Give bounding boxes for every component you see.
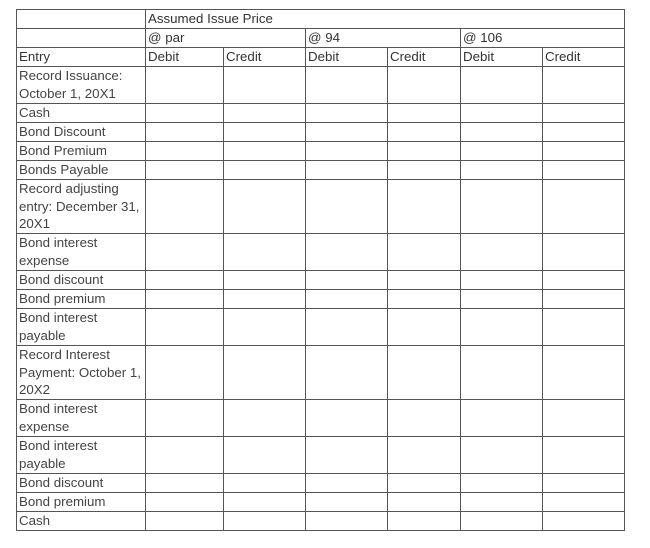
- 94-debit-input-cell[interactable]: [306, 67, 388, 104]
- 94-credit-input-cell[interactable]: [388, 271, 461, 290]
- 94-credit-input-cell[interactable]: [388, 67, 461, 104]
- 94-debit-input-cell[interactable]: [306, 512, 388, 531]
- 106-credit-input-cell[interactable]: [543, 493, 625, 512]
- scenario-par-header: @ par: [146, 29, 306, 48]
- journal-row: [17, 234, 625, 271]
- 94-debit-input-cell[interactable]: [306, 400, 388, 437]
- 94-credit-input-cell[interactable]: [388, 474, 461, 493]
- entry-label: Bond interest expense: [17, 400, 146, 437]
- group-header-row: [17, 10, 625, 29]
- entry-label: Cash: [17, 104, 146, 123]
- journal-row: [17, 161, 625, 180]
- par-debit-input-cell[interactable]: [146, 67, 224, 104]
- assumed-issue-price-header: Assumed Issue Price: [146, 10, 625, 29]
- 94-debit-input-cell[interactable]: [306, 493, 388, 512]
- scenario-94-header: @ 94: [306, 29, 461, 48]
- blank-header-cell: [17, 29, 146, 48]
- par-debit-input-cell[interactable]: [146, 234, 224, 271]
- 94-credit-input-cell[interactable]: [388, 234, 461, 271]
- par-debit-input-cell[interactable]: [146, 142, 224, 161]
- 94-debit-input-cell[interactable]: [306, 309, 388, 346]
- entry-label: Bond premium: [17, 493, 146, 512]
- 94-debit-input-cell[interactable]: [306, 123, 388, 142]
- 94-credit-input-cell[interactable]: [388, 142, 461, 161]
- journal-row: [17, 309, 625, 346]
- 106-credit-input-cell[interactable]: [543, 400, 625, 437]
- 94-debit-input-cell[interactable]: [306, 346, 388, 400]
- journal-row: [17, 142, 625, 161]
- entry-column-header: Entry: [17, 48, 146, 67]
- 94-debit-header: Debit: [306, 48, 388, 67]
- par-debit-input-cell[interactable]: [146, 271, 224, 290]
- entry-label: Bond Premium: [17, 142, 146, 161]
- journal-row: [17, 180, 625, 234]
- 106-debit-input-cell[interactable]: [461, 142, 543, 161]
- corner-cell: [17, 10, 146, 29]
- 94-debit-input-cell[interactable]: [306, 161, 388, 180]
- scenario-header-row: [17, 29, 625, 48]
- 94-debit-input-cell[interactable]: [306, 271, 388, 290]
- 106-debit-header: Debit: [461, 48, 543, 67]
- par-debit-input-cell[interactable]: [146, 400, 224, 437]
- entry-label: Bonds Payable: [17, 161, 146, 180]
- par-debit-input-cell[interactable]: [146, 474, 224, 493]
- entry-label: Bond Discount: [17, 123, 146, 142]
- 106-debit-input-cell[interactable]: [461, 161, 543, 180]
- journal-row: [17, 123, 625, 142]
- par-credit-input-cell[interactable]: [224, 180, 306, 234]
- entry-label: Bond discount: [17, 271, 146, 290]
- 106-credit-input-cell[interactable]: [543, 309, 625, 346]
- journal-row: [17, 512, 625, 531]
- par-debit-input-cell[interactable]: [146, 180, 224, 234]
- par-credit-input-cell[interactable]: [224, 271, 306, 290]
- 106-credit-input-cell[interactable]: [543, 67, 625, 104]
- 106-debit-input-cell[interactable]: [461, 271, 543, 290]
- 94-debit-input-cell[interactable]: [306, 234, 388, 271]
- journal-row: [17, 493, 625, 512]
- 106-credit-header: Credit: [543, 48, 625, 67]
- 106-credit-input-cell[interactable]: [543, 290, 625, 309]
- 94-debit-input-cell[interactable]: [306, 142, 388, 161]
- par-credit-input-cell[interactable]: [224, 309, 306, 346]
- journal-row: [17, 437, 625, 474]
- 94-credit-input-cell[interactable]: [388, 290, 461, 309]
- 94-debit-input-cell[interactable]: [306, 290, 388, 309]
- 106-debit-input-cell[interactable]: [461, 493, 543, 512]
- entry-label: Record Issuance: October 1, 20X1: [17, 67, 146, 104]
- journal-row: [17, 400, 625, 437]
- 106-debit-input-cell[interactable]: [461, 290, 543, 309]
- par-credit-input-cell[interactable]: [224, 346, 306, 400]
- journal-row: [17, 474, 625, 493]
- 106-credit-input-cell[interactable]: [543, 512, 625, 531]
- par-debit-input-cell[interactable]: [146, 512, 224, 531]
- 94-credit-input-cell[interactable]: [388, 104, 461, 123]
- par-debit-input-cell[interactable]: [146, 161, 224, 180]
- entry-label: Bond interest payable: [17, 437, 146, 474]
- journal-row: [17, 271, 625, 290]
- par-debit-input-cell[interactable]: [146, 493, 224, 512]
- 106-debit-input-cell[interactable]: [461, 400, 543, 437]
- 94-credit-input-cell[interactable]: [388, 493, 461, 512]
- 94-credit-input-cell[interactable]: [388, 161, 461, 180]
- 106-debit-input-cell[interactable]: [461, 180, 543, 234]
- par-debit-input-cell[interactable]: [146, 290, 224, 309]
- entry-label: Bond discount: [17, 474, 146, 493]
- 106-debit-input-cell[interactable]: [461, 346, 543, 400]
- par-credit-input-cell[interactable]: [224, 67, 306, 104]
- par-credit-input-cell[interactable]: [224, 437, 306, 474]
- 106-debit-input-cell[interactable]: [461, 104, 543, 123]
- 106-debit-input-cell[interactable]: [461, 67, 543, 104]
- 106-credit-input-cell[interactable]: [543, 234, 625, 271]
- par-credit-input-cell[interactable]: [224, 400, 306, 437]
- 94-credit-input-cell[interactable]: [388, 346, 461, 400]
- par-debit-input-cell[interactable]: [146, 123, 224, 142]
- 106-credit-input-cell[interactable]: [543, 180, 625, 234]
- par-credit-input-cell[interactable]: [224, 474, 306, 493]
- par-debit-input-cell[interactable]: [146, 104, 224, 123]
- 94-credit-input-cell[interactable]: [388, 123, 461, 142]
- 106-debit-input-cell[interactable]: [461, 474, 543, 493]
- 94-credit-input-cell[interactable]: [388, 437, 461, 474]
- journal-row: [17, 104, 625, 123]
- journal-row: [17, 67, 625, 104]
- 106-debit-input-cell[interactable]: [461, 512, 543, 531]
- 94-debit-input-cell[interactable]: [306, 437, 388, 474]
- 94-credit-input-cell[interactable]: [388, 512, 461, 531]
- par-debit-input-cell[interactable]: [146, 346, 224, 400]
- 106-debit-input-cell[interactable]: [461, 437, 543, 474]
- 94-debit-input-cell[interactable]: [306, 180, 388, 234]
- par-credit-input-cell[interactable]: [224, 142, 306, 161]
- journal-row: [17, 346, 625, 400]
- entry-label: Bond premium: [17, 290, 146, 309]
- 94-debit-input-cell[interactable]: [306, 104, 388, 123]
- par-credit-input-cell[interactable]: [224, 161, 306, 180]
- par-credit-input-cell[interactable]: [224, 104, 306, 123]
- 106-credit-input-cell[interactable]: [543, 142, 625, 161]
- entry-label: Cash: [17, 512, 146, 531]
- column-header-row: [17, 48, 625, 67]
- 106-credit-input-cell[interactable]: [543, 474, 625, 493]
- 106-debit-input-cell[interactable]: [461, 123, 543, 142]
- 106-credit-input-cell[interactable]: [543, 161, 625, 180]
- entry-label: Record Interest Payment: October 1, 20X2: [17, 346, 146, 400]
- par-credit-header: Credit: [224, 48, 306, 67]
- par-debit-input-cell[interactable]: [146, 309, 224, 346]
- 94-credit-header: Credit: [388, 48, 461, 67]
- par-credit-input-cell[interactable]: [224, 512, 306, 531]
- 106-debit-input-cell[interactable]: [461, 234, 543, 271]
- 94-credit-input-cell[interactable]: [388, 400, 461, 437]
- 106-credit-input-cell[interactable]: [543, 346, 625, 400]
- 94-debit-input-cell[interactable]: [306, 474, 388, 493]
- scenario-106-header: @ 106: [461, 29, 625, 48]
- 106-credit-input-cell[interactable]: [543, 123, 625, 142]
- par-credit-input-cell[interactable]: [224, 123, 306, 142]
- entry-label: Bond interest payable: [17, 309, 146, 346]
- 106-credit-input-cell[interactable]: [543, 104, 625, 123]
- par-credit-input-cell[interactable]: [224, 493, 306, 512]
- par-debit-input-cell[interactable]: [146, 437, 224, 474]
- par-debit-header: Debit: [146, 48, 224, 67]
- 106-credit-input-cell[interactable]: [543, 271, 625, 290]
- journal-row: [17, 290, 625, 309]
- entry-label: Record adjusting entry: December 31, 20X1: [17, 180, 146, 234]
- par-credit-input-cell[interactable]: [224, 290, 306, 309]
- 94-credit-input-cell[interactable]: [388, 180, 461, 234]
- 106-credit-input-cell[interactable]: [543, 437, 625, 474]
- 106-debit-input-cell[interactable]: [461, 309, 543, 346]
- journal-entry-table: [16, 9, 625, 531]
- 94-credit-input-cell[interactable]: [388, 309, 461, 346]
- entry-label: Bond interest expense: [17, 234, 146, 271]
- par-credit-input-cell[interactable]: [224, 234, 306, 271]
